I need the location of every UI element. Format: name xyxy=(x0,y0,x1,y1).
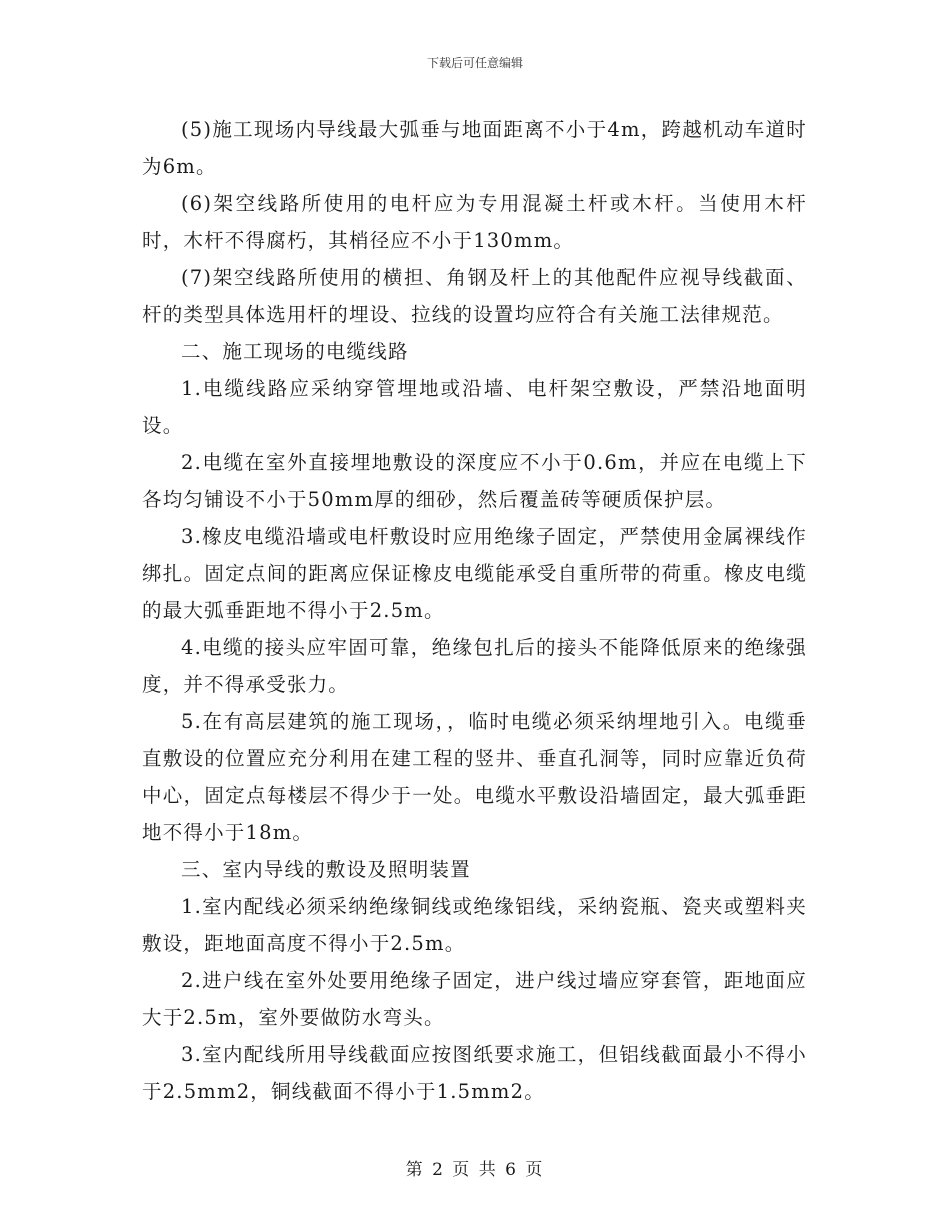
cable-item-2: 2.电缆在室外直接埋地敷设的深度应不小于0.6m，并应在电缆上下各均匀铺设不小于50mm厚的细砂，然后覆盖砖等硬质保护层。 xyxy=(142,451,807,511)
indoor-item-2: 2.进户线在室外处要用绝缘子固定，进户线过墙应穿套管，距地面应大于2.5m，室外要做防水弯头。 xyxy=(142,969,807,1029)
document-body xyxy=(142,111,807,1110)
paragraph-7: (7)架空线路所使用的横担、角钢及杆上的其他配件应视导线截面、杆的类型具体选用杆的埋设、拉线的设置均应符合有关施工法律规范。 xyxy=(142,266,807,326)
header-note: 下载后可任意编辑 xyxy=(426,56,523,70)
paragraph-5: (5)施工现场内导线最大弧垂与地面距离不小于4m，跨越机动车道时为6m。 xyxy=(142,118,807,178)
cable-item-4: 4.电缆的接头应牢固可靠，绝缘包扎后的接头不能降低原来的绝缘强度，并不得承受张力。 xyxy=(142,636,807,696)
indoor-item-1: 1.室内配线必须采纳绝缘铜线或绝缘铝线，采纳瓷瓶、瓷夹或塑料夹敷设，距地面高度不得小于2.5m。 xyxy=(142,895,807,955)
page-number-footer: 第 2 页 共 6 页 xyxy=(405,1160,545,1180)
cable-item-3: 3.橡皮电缆沿墙或电杆敷设时应用绝缘子固定，严禁使用金属裸线作绑扎。固定点间的距离应保证橡皮电缆能承受自重所带的荷重。橡皮电缆的最大弧垂距地不得小于2.5m。 xyxy=(142,525,807,622)
cable-item-1: 1.电缆线路应采纳穿管埋地或沿墙、电杆架空敷设，严禁沿地面明设。 xyxy=(142,377,807,437)
section-heading-cable-lines: 二、施工现场的电缆线路 xyxy=(181,340,409,363)
section-heading-indoor-wiring: 三、室内导线的敷设及照明装置 xyxy=(181,858,471,881)
indoor-item-3: 3.室内配线所用导线截面应按图纸要求施工，但铝线截面最小不得小于2.5mm2，铜线截面不得小于1.5mm2。 xyxy=(142,1043,807,1103)
cable-item-5: 5.在有高层建筑的施工现场，，临时电缆必须采纳埋地引入。电缆垂直敷设的位置应充分利用在建工程的竖井、垂直孔洞等，同时应靠近负荷中心，固定点每楼层不得少于一处。电缆水平敷设沿墙固定，最大弧垂距地不得小于18m。 xyxy=(142,710,807,844)
paragraph-6: (6)架空线路所使用的电杆应为专用混凝土杆或木杆。当使用木杆时，木杆不得腐朽，其梢径应不小于130mm。 xyxy=(142,192,807,252)
